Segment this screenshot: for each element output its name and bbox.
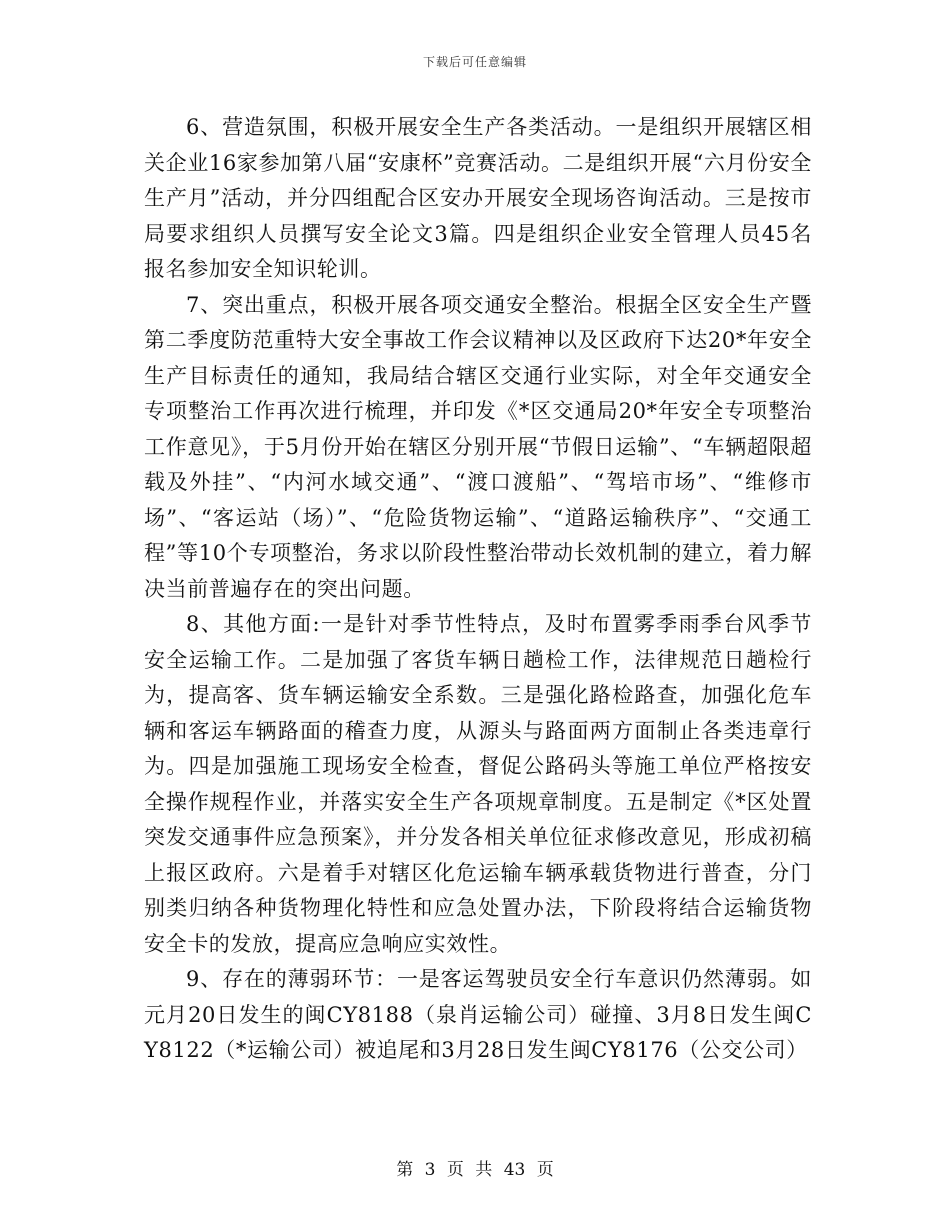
document-body [144,110,812,1069]
page-number-footer: 第 3 页 共 43 页 [396,1160,554,1180]
paragraph-8: 8、其他方面:一是针对季节性特点，及时布置雾季雨季台风季节安全运输工作。二是加强了客货车辆日趟检工作，法律规范日趟检行为，提高客、货车辆运输安全系数。三是强化路检路查，加强化危车辆和客运车辆路面的稽查力度，从源头与路面两方面制止各类违章行为。四是加强施工现场安全检查，督促公路码头等施工单位严格按安全操作规程作业，并落实安全生产各项规章制度。五是制定《*区处置突发交通事件应急预案》，并分发各相关单位征求修改意见，形成初稿上报区政府。六是着手对辖区化危运输车辆承载货物进行普查，分门别类归纳各种货物理化特性和应急处置办法，下阶段将结合运输货物安全卡的发放，提高应急响应实效性。 [144,612,812,956]
paragraph-9: 9、存在的薄弱环节：一是客运驾驶员安全行车意识仍然薄弱。如元月20日发生的闽CY8188（泉肖运输公司）碰撞、3月8日发生闽CY8122（*运输公司）被追尾和3月28日发生闽CY8176（公交公司） [144,967,812,1062]
paragraph-6: 6、营造氛围，积极开展安全生产各类活动。一是组织开展辖区相关企业16家参加第八届“安康杯”竞赛活动。二是组织开展“六月份安全生产月”活动，并分四组配合区安办开展安全现场咨询活动。三是按市局要求组织人员撰写安全论文3篇。四是组织企业安全管理人员45名报名参加安全知识轮训。 [144,115,812,281]
page-header: 下载后可任意编辑 [422,55,527,69]
paragraph-7: 7、突出重点，积极开展各项交通安全整治。根据全区安全生产暨第二季度防范重特大安全事故工作会议精神以及区政府下达20*年安全生产目标责任的通知，我局结合辖区交通行业实际，对全年交通安全专项整治工作再次进行梳理，并印发《*区交通局20*年安全专项整治工作意见》，于5月份开始在辖区分别开展“节假日运输”、“车辆超限超载及外挂”、“内河水域交通”、“渡口渡船”、“驾培市场”、“维修市场”、“客运站（场）”、“危险货物运输”、“道路运输秩序”、“交通工程”等10个专项整治，务求以阶段性整治带动长效机制的建立，着力解决当前普遍存在的突出问题。 [144,292,812,601]
